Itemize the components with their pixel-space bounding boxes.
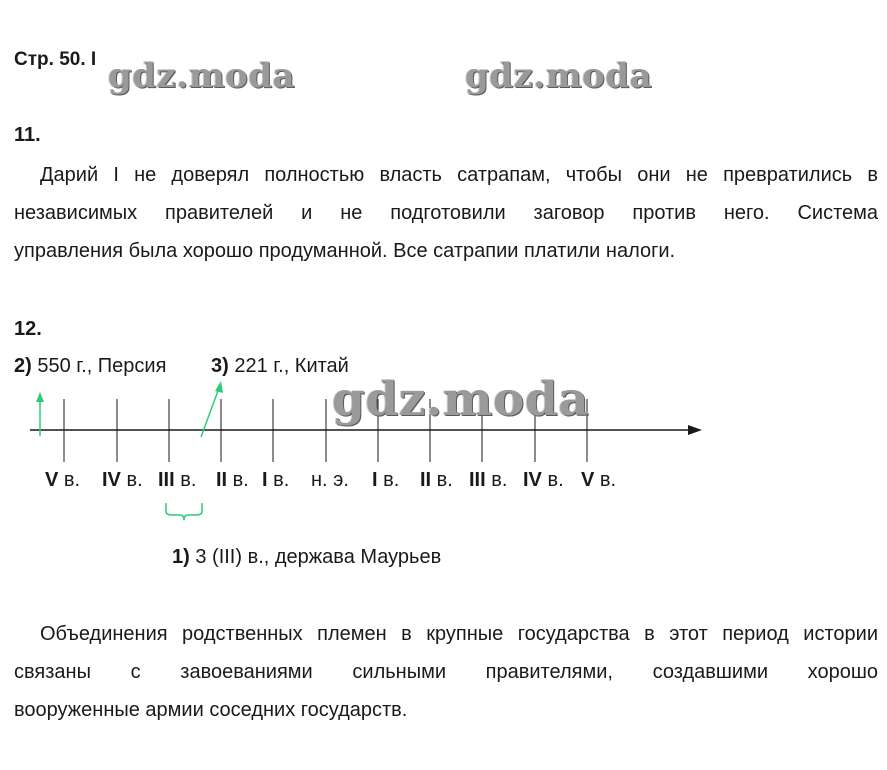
- century-numeral: IV: [523, 469, 542, 491]
- page-header: Стр. 50. I: [14, 49, 97, 70]
- century-numeral: III: [469, 469, 486, 491]
- century-suffix: в.: [267, 469, 290, 491]
- watermark-logo: gdz.moda: [108, 56, 296, 96]
- century-numeral: IV: [102, 469, 121, 491]
- q11-line-3: управления была хорошо продуманной. Все сатрапии платили налоги.: [14, 240, 676, 262]
- timeline-label: [158, 469, 196, 492]
- century-numeral: I: [262, 469, 268, 491]
- conclusion-line-2: связаны с завоеваниями сильными правителями, создавшими хорошо: [14, 661, 878, 683]
- timeline-label: [372, 469, 399, 492]
- century-suffix: в.: [174, 469, 197, 491]
- event-2-text: 550 г., Персия: [31, 355, 167, 377]
- event-2-number: 2): [14, 355, 32, 377]
- timeline-label: [216, 469, 249, 492]
- century-numeral: II: [420, 469, 432, 491]
- century-suffix: в.: [120, 469, 143, 491]
- timeline-label: [311, 469, 349, 492]
- event-1-text: 3 (III) в., держава Маурьев: [189, 546, 442, 568]
- century-suffix: в.: [541, 469, 564, 491]
- question-12-number: 12.: [14, 318, 42, 340]
- timeline-arrowhead: [688, 425, 702, 435]
- century-numeral: V: [581, 469, 595, 491]
- watermark-logo: gdz.moda: [332, 372, 590, 427]
- century-suffix: в.: [431, 469, 453, 491]
- century-numeral: III: [158, 469, 175, 491]
- watermark-logo: gdz.moda: [465, 56, 653, 96]
- conclusion-line-1: Объединения родственных племен в крупные государства в этот период истории: [40, 623, 878, 645]
- event-2-arrow-head: [36, 392, 44, 402]
- event-1-label: [172, 546, 441, 569]
- century-suffix: в.: [485, 469, 508, 491]
- timeline-label: [262, 469, 289, 492]
- century-suffix: в.: [58, 469, 81, 491]
- timeline-label: [523, 469, 564, 492]
- timeline-label: [469, 469, 507, 492]
- century-suffix: н. э.: [311, 469, 349, 491]
- timeline-label: [45, 469, 80, 492]
- century-suffix: в.: [377, 469, 400, 491]
- event-3-text: 221 г., Китай: [228, 355, 349, 377]
- q11-line-2: независимых правителей и не подготовили заговор против него. Система: [14, 202, 878, 224]
- timeline-label: [581, 469, 616, 492]
- century-numeral: V: [45, 469, 59, 491]
- question-11-number: 11.: [14, 124, 41, 146]
- century-suffix: в.: [594, 469, 617, 491]
- timeline-label: [102, 469, 143, 492]
- century-numeral: II: [216, 469, 228, 491]
- century-numeral: I: [372, 469, 378, 491]
- event-1-number: 1): [172, 546, 190, 568]
- event-3-number: 3): [211, 355, 229, 377]
- q11-line-1: Дарий I не доверял полностью власть сатрапам, чтобы они не превратились в: [40, 164, 878, 186]
- event-3-arrow-head: [215, 381, 223, 393]
- century-brace: [166, 503, 202, 520]
- conclusion-line-3: вооруженные армии соседних государств.: [14, 699, 408, 721]
- timeline-label: [420, 469, 453, 492]
- century-suffix: в.: [227, 469, 249, 491]
